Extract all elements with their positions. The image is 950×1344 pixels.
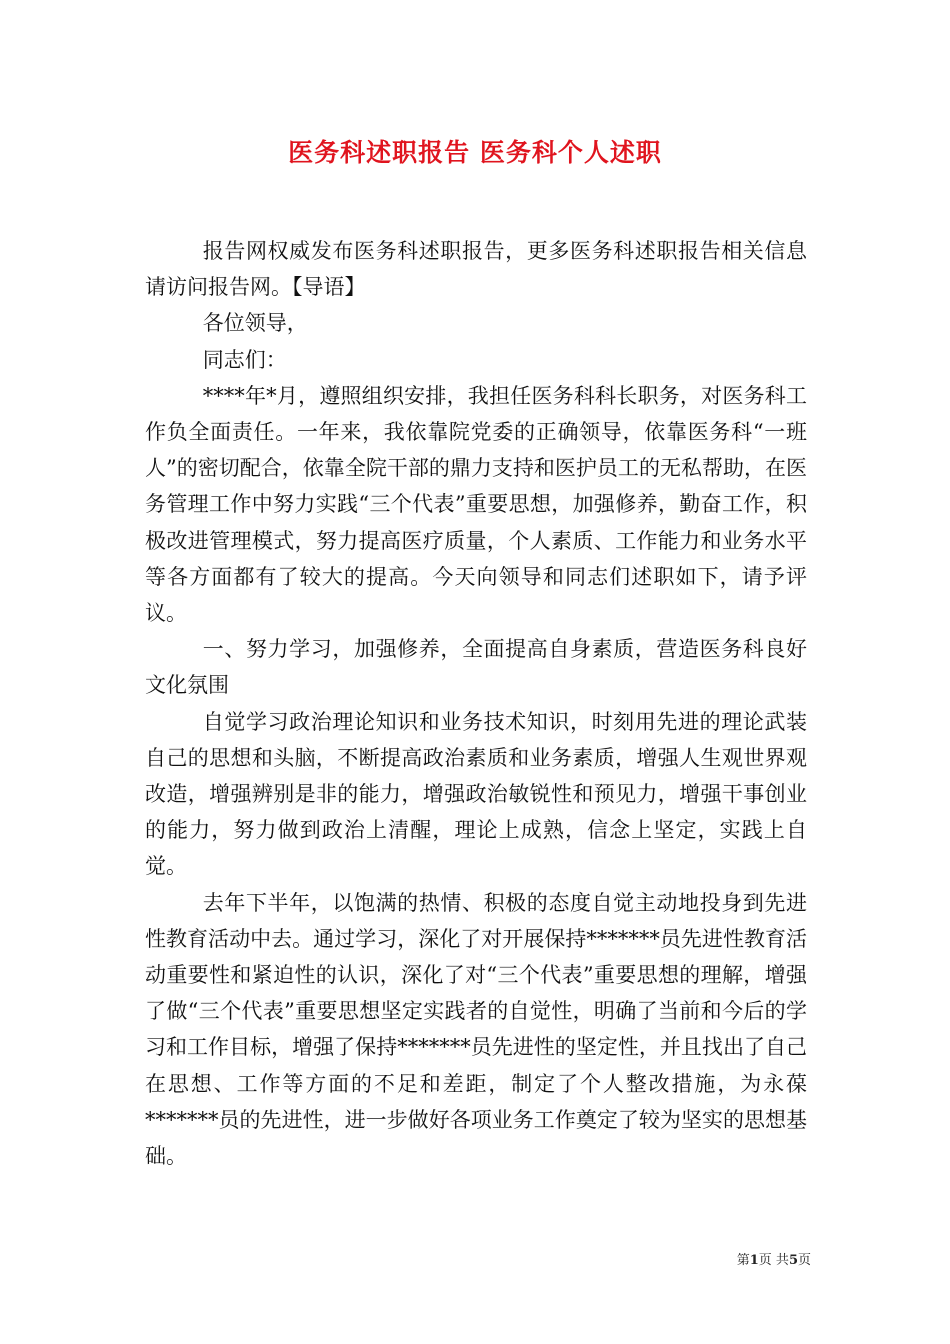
footer-total-pages: 5 — [788, 1253, 798, 1268]
document-title: 医务科述职报告 医务科个人述职 — [288, 138, 662, 167]
paragraph-salutation-leaders: 各位领导， — [202, 311, 308, 336]
paragraph-salutation-comrades: 同志们： — [202, 347, 287, 372]
footer-page-number: 1 — [749, 1253, 759, 1268]
section-heading-1: 一、努力学习，加强修养，全面提高自身素质，营造医务科良好文化氛围 — [145, 637, 807, 698]
footer-prefix: 第 — [736, 1253, 750, 1268]
paragraph-study: 自觉学习政治理论知识和业务技术知识，时刻用先进的理论武装自己的思想和头脑，不断提高政治素质和业务素质，增强人生观世界观改造，增强辨别是非的能力，增强政治敏锐性和预见力，增强干事创业的能力，努力做到政治上清醒，理论上成熟，信念上坚定，实践上自觉。 — [145, 709, 807, 879]
paragraph-education-activity: 去年下半年，以饱满的热情、积极的态度自觉主动地投身到先进性教育活动中去。通过学习，深化了对开展保持*******员先进性教育活动重要性和紧迫性的认识，深化了对“三个代表”重要思想的理解，增强了做“三个代表”重要思想坚定实践者的自觉性，明确了当前和今后的学习和工作目标，增强了保持*******员先进性的坚定性，并且找出了自己在思想、工作等方面的不足和差距，制定了个人整改措施，为永葆*******员的先进性，进一步做好各项业务工作奠定了较为坚实的思想基础。 — [145, 890, 807, 1169]
footer-middle: 页 共 — [758, 1253, 789, 1268]
paragraph-overview: ****年*月，遵照组织安排，我担任医务科科长职务，对医务科工作负全面责任。一年来，我依靠院党委的正确领导，依靠医务科“一班人”的密切配合，依靠全院干部的鼎力支持和医护员工的无私帮助，在医务管理工作中努力实践“三个代表”重要思想，加强修养，勤奋工作，积极改进管理模式，努力提高医疗质量，个人素质、工作能力和业务水平等各方面都有了较大的提高。今天向领导和同志们述职如下，请予评议。 — [145, 383, 807, 626]
page-footer — [716, 1249, 811, 1268]
footer-suffix: 页 — [797, 1253, 811, 1268]
paragraph-intro: 报告网权威发布医务科述职报告，更多医务科述职报告相关信息请访问报告网。【导语】 — [145, 239, 807, 300]
document-body — [145, 233, 807, 1174]
